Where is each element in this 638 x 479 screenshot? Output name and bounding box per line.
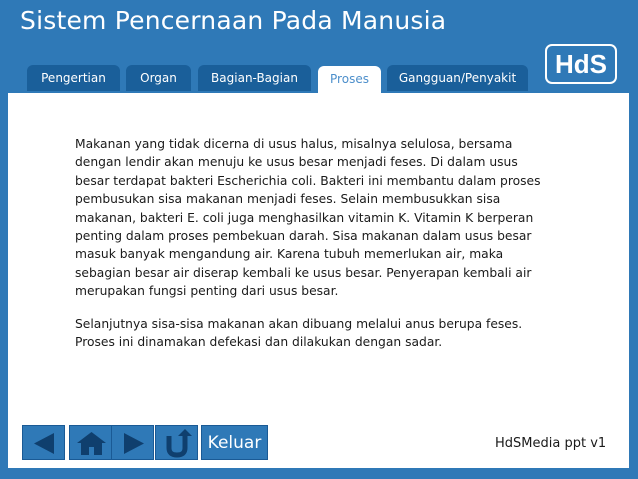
- home-icon: [70, 426, 113, 461]
- nav-home-button[interactable]: [69, 425, 112, 460]
- tab-gangguan-penyakit[interactable]: Gangguan/Penyakit: [387, 65, 528, 91]
- tab-organ[interactable]: Organ: [126, 65, 191, 91]
- content-text: [75, 135, 545, 365]
- paragraph-1: Makanan yang tidak dicerna di usus halus, misalnya selulosa, bersama dengan lendir akan menuju ke usus besar menjadi feses. Di dalam usus besar terdapat bakteri Escherichia coli. Bakteri ini membantu dalam proses pembusukan sisa makanan menjadi feses. Selain membusukkan sisa makanan, bakteri E. coli juga menghasilkan vitamin K. Vitamin K berperan penting dalam proses pembekuan darah. Sisa makanan dalam usus besar masuk banyak mengandung air. Karena tubuh memerlukan air, maka sebagian besar air diserap kembali ke usus besar. Penyerapan kembali air merupakan fungsi penting dari usus besar.: [75, 137, 541, 299]
- return-icon: [156, 426, 199, 461]
- nav-back-button[interactable]: [22, 425, 65, 460]
- credit-text: HdSMedia ppt v1: [495, 436, 607, 451]
- exit-button[interactable]: Keluar: [201, 425, 268, 460]
- arrow-left-icon: [23, 426, 66, 461]
- nav-forward-button[interactable]: [111, 425, 154, 460]
- tab-pengertian[interactable]: Pengertian: [27, 65, 120, 91]
- paragraph-2: Selanjutnya sisa-sisa makanan akan dibuang melalui anus berupa feses. Proses ini dinamakan defekasi dan dilakukan dengan sadar.: [75, 316, 523, 350]
- page-title: Sistem Pencernaan Pada Manusia: [20, 6, 447, 35]
- tab-proses[interactable]: Proses: [318, 66, 381, 93]
- tab-bagian-bagian[interactable]: Bagian-Bagian: [198, 65, 311, 91]
- hds-logo: HdS: [545, 44, 617, 84]
- nav-return-button[interactable]: [155, 425, 198, 460]
- arrow-right-icon: [112, 426, 155, 461]
